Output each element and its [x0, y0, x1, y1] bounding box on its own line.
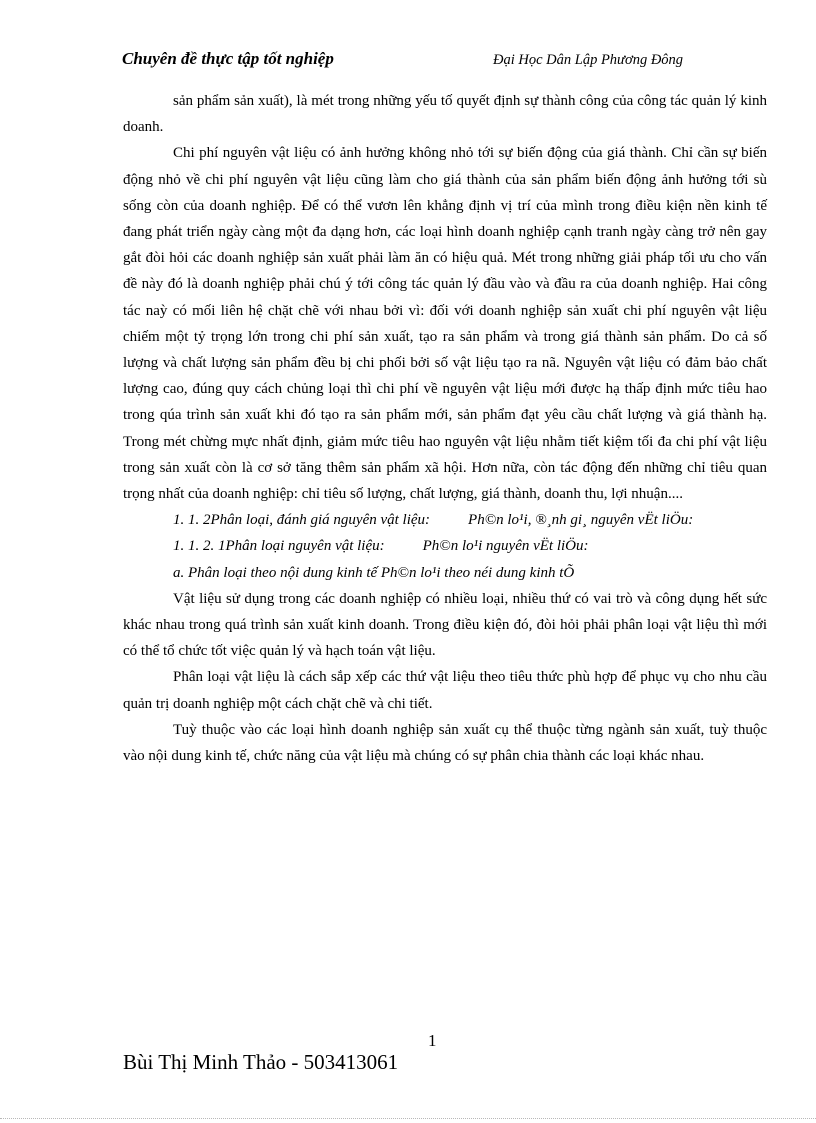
document-body: [123, 88, 767, 769]
heading-text: 1. 1. 2. 1Phân loại nguyên vật liệu:: [173, 538, 385, 555]
header-title: Chuyên đề thực tập tốt nghiệp: [122, 49, 334, 68]
paragraph-continuation: sản phẩm sản xuất), là mét trong những yếu tố quyết định sự thành công của công tác quản lý kinh doanh.: [123, 93, 767, 136]
heading-garbled-text: Ph©n lo¹i nguyên vËt liÖu:: [422, 538, 589, 555]
header-university: Đại Học Dân Lập Phương Đông: [493, 52, 684, 68]
paragraph-material-cost: Chi phí nguyên vật liệu có ảnh hưởng không nhỏ tới sự biến động của giá thành. Chỉ cần sự biến động nhỏ về chi phí nguyên vật liệu cũng làm cho giá thành của sản phẩm biến động ảnh hưởng tới sù sống còn của doanh nghiệp. Để có thể vươn lên khẳng định vị trí của mình trong điều kiện nền kinh tế đang phát triển ngày càng một đa dạng hơn, các loại hình doanh nghiệp cạnh tranh ngày càng trở nên gay gắt đòi hỏi các doanh nghiệp sản xuất phải làm ăn có hiệu quả. Mét trong những giải pháp tối ưu cho vấn đề này đó là doanh nghiệp phải chú ý tới công tác quản lý đầu vào và đầu ra của doanh nghiệp. Hai công tác naỳ có mối liên hệ chặt chẽ với nhau bởi vì: đối với doanh nghiệp sản xuất chi phí nguyên vật liệu chiếm một tỷ trọng lớn trong chi phí sản xuất, tạo ra sản phẩm và trong giá thành sản phẩm. Do cả số lượng và chất lượng sản phẩm đều bị chi phối bởi số vật liệu tạo ra nã. Nguyên vật liệu có đảm bảo chất lượng cao, đúng quy cách chủng loại thì chi phí về nguyên vật liệu mới được hạ thấp định mức tiêu hao trong qúa trình sản xuất khi đó tạo ra sản phẩm mới, sản phẩm đạt yêu cầu chất lượng và giá thành hạ. Trong mét chừng mực nhất định, giảm mức tiêu hao nguyên vật liệu nhằm tiết kiệm tối đa chi phí vật liệu trong sản xuất còn là cơ sở tăng thêm sản phẩm xã hội. Hơn nữa, còn tác động đến những chỉ tiêu quan trọng nhất của doanh nghiệp: chỉ tiêu số lượng, chất lượng, giá thành, doanh thu, lợi nhuận....: [123, 145, 767, 503]
footer-author: Bùi Thị Minh Thảo - 503413061: [123, 1050, 399, 1074]
heading-garbled-text: Ph©n lo¹i, ®¸nh gi¸ nguyên vËt liÖu:: [468, 512, 694, 529]
page-number: 1: [428, 1031, 437, 1050]
heading-classification: [123, 533, 767, 559]
heading-by-economic-content: a. Phân loại theo nội dung kinh tế Ph©n lo¹i theo néi dung kinh tÕ: [173, 564, 575, 581]
page-edge-divider: [0, 1118, 816, 1119]
paragraph-material-types: Vật liệu sử dụng trong các doanh nghiệp có nhiều loại, nhiều thứ có vai trò và công dụng hết sức khác nhau trong quá trình sản xuất kinh doanh. Trong điều kiện đó, đòi hỏi phải phân loại vật liệu thì mới có thể tổ chức tốt việc quản lý và hạch toán vật liệu.: [123, 590, 767, 660]
heading-text: 1. 1. 2Phân loại, đánh giá nguyên vật liệu:: [173, 512, 431, 529]
paragraph-classification-definition: Phân loại vật liệu là cách sắp xếp các thứ vật liệu theo tiêu thức phù hợp để phục vụ cho nhu cầu quản trị doanh nghiệp một cách chặt chẽ và chi tiết.: [123, 669, 767, 712]
paragraph-depending-on-type: Tuỳ thuộc vào các loại hình doanh nghiệp sản xuất cụ thể thuộc từng ngành sản xuất, tuỳ thuộc vào nội dung kinh tế, chức năng của vật liệu mà chúng có sự phân chia thành các loại khác nhau.: [123, 721, 767, 765]
heading-classification-valuation: [123, 507, 767, 533]
